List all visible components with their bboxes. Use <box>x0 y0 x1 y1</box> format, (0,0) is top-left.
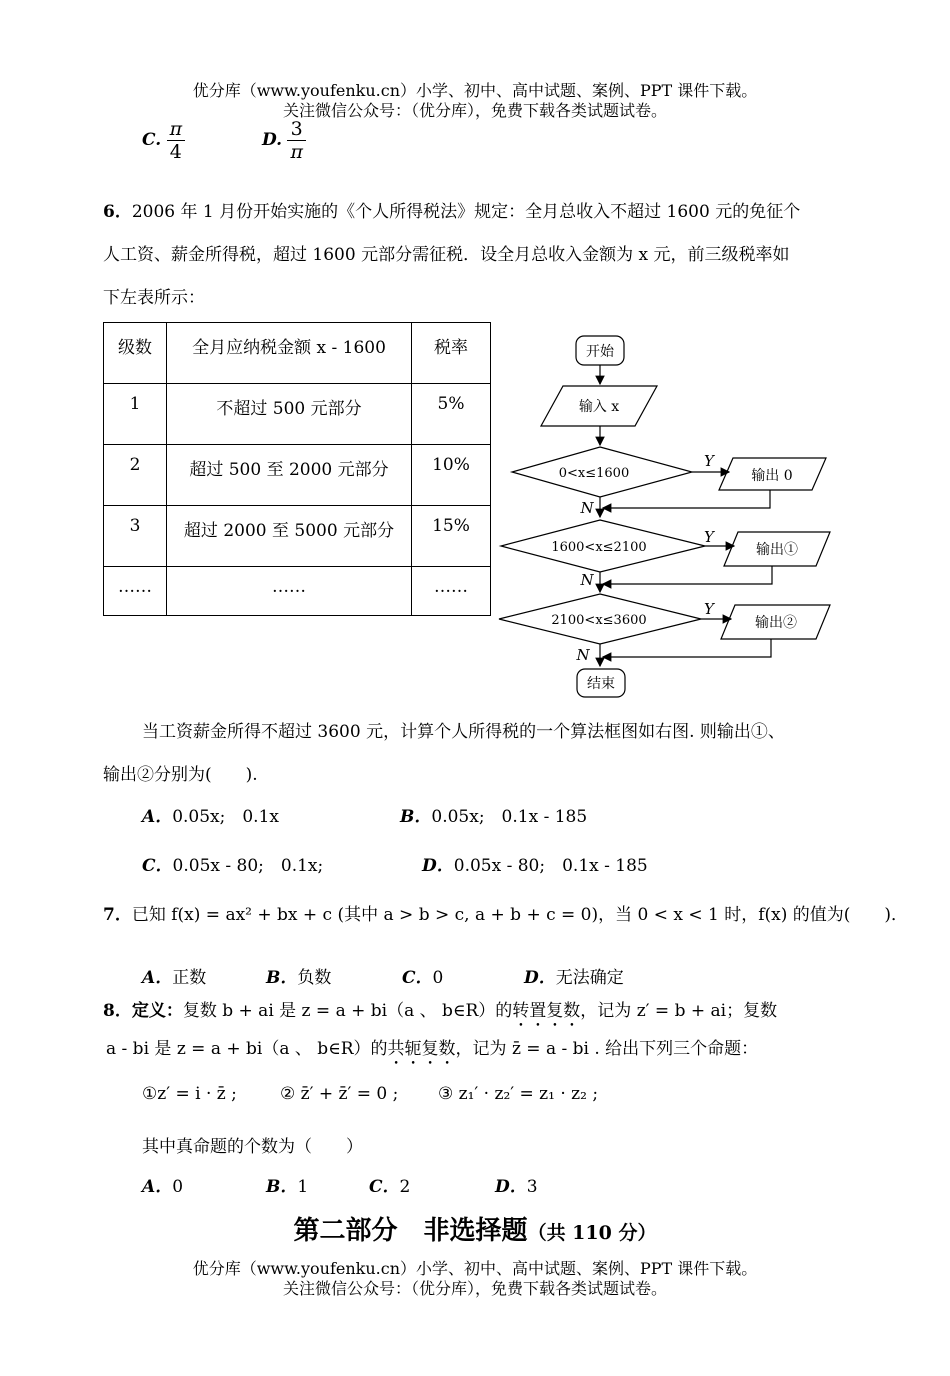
table-cell: 超过 2000 至 5000 元部分 <box>167 506 412 567</box>
q5-option-c-fraction <box>167 118 186 163</box>
flow-out1-label: 输出 0 <box>751 468 793 484</box>
q7-option-b <box>266 963 331 988</box>
table-cell: 1 <box>104 384 167 445</box>
q7-text: 已知 f(x) = ax² + bx + c (其中 a > b > c, a + b + c = 0)，当 0 < x < 1 时，f(x) 的值为( )． <box>131 905 909 925</box>
q6-option-a <box>142 802 279 827</box>
q7-option-b-text: 负数 <box>297 968 332 988</box>
q6-question-line-2: 输出②分别为( ). <box>103 765 258 785</box>
q6-option-c-text: 0.05x - 80; 0.1x; <box>172 856 324 876</box>
table-row <box>104 445 491 506</box>
q7-option-c <box>402 963 443 988</box>
flow-no-3: N <box>576 646 590 664</box>
q5-option-d <box>262 118 306 163</box>
q7-option-d-text: 无法确定 <box>555 968 624 988</box>
header-line-1: 优分库（www.youfenku.cn）小学、初中、高中试题、案例、PPT 课件下载。 <box>192 81 758 100</box>
q8-prop-1: ①z′ = i · z̄ ; <box>142 1084 237 1104</box>
flow-cond3-label: 2100<x≤3600 <box>551 613 647 628</box>
q8-option-a-label: A． <box>142 1177 173 1197</box>
table-row <box>104 506 491 567</box>
table-cell: …… <box>167 567 412 616</box>
q7-option-b-label: B． <box>266 968 298 988</box>
flow-no-2: N <box>580 571 594 589</box>
part-two-title-main: 第二部分 非选择题 <box>293 1216 528 1246</box>
q8-prop-2: ② z̄′ + z̄′ = 0 ; <box>280 1084 399 1104</box>
q8-line-1-a: 复数 b + ai 是 z = a + bi（a 、 b∈R）的 <box>182 1001 513 1021</box>
q6-line-3: 下左表所示： <box>103 288 205 308</box>
q5-option-d-fraction <box>287 118 306 163</box>
q7-option-c-text: 0 <box>432 968 444 988</box>
q7-option-a-text: 正数 <box>172 968 207 988</box>
q6-option-b-text: 0.05x; 0.1x - 185 <box>431 807 588 827</box>
q5-d-numerator: 3 <box>287 118 306 141</box>
q8-option-c-label: C． <box>369 1177 400 1197</box>
q6-option-c-label: C． <box>142 856 173 876</box>
q8-definition-label: 定义： <box>131 1001 183 1021</box>
table-cell: 3 <box>104 506 167 567</box>
q6-line-1 <box>103 197 800 222</box>
q8-transpose-term: 转置复数 <box>512 1001 581 1021</box>
q8-line-2-a: a - bi 是 z = a + bi（a 、 b∈R）的 <box>106 1039 388 1059</box>
q8-line-1 <box>103 996 777 1031</box>
table-cell: 10% <box>412 445 491 506</box>
q8-option-b-text: 1 <box>297 1177 309 1197</box>
q8-question: 其中真命题的个数为（ ） <box>142 1137 363 1157</box>
table-cell: 超过 500 至 2000 元部分 <box>167 445 412 506</box>
q8-option-b-label: B． <box>266 1177 298 1197</box>
q5-c-denominator: 4 <box>169 141 182 163</box>
flow-no-1: N <box>580 499 594 517</box>
q6-option-d <box>422 851 648 876</box>
table-cell: 不超过 500 元部分 <box>167 384 412 445</box>
part-two-title-sub: （共 110 分） <box>527 1222 657 1244</box>
q8-line-2-b: ，记为 z̄ = a - bi . 给出下列三个命题： <box>455 1039 759 1059</box>
q8-line-1-b: ，记为 z′ = b + ai；复数 <box>580 1001 778 1021</box>
q6-option-a-text: 0.05x; 0.1x <box>172 807 279 827</box>
q5-option-d-label: D. <box>262 130 283 150</box>
table-cell: …… <box>412 567 491 616</box>
q6-line-1-text: 2006 年 1 月份开始实施的《个人所得税法》规定：全月总收入不超过 1600 元的免征个 <box>131 202 801 222</box>
flow-yes-3: Y <box>704 600 714 618</box>
q8-prop-3: ③ z₁′ · z₂′ = z₁ · z₂ ; <box>438 1084 599 1104</box>
q8-option-d-label: D． <box>495 1177 527 1197</box>
flow-cond2-label: 1600<x≤2100 <box>551 540 647 555</box>
q5-c-numerator: π <box>167 118 186 141</box>
footer-line-1: 优分库（www.youfenku.cn）小学、初中、高中试题、案例、PPT 课件下载。 <box>192 1259 758 1278</box>
q5-option-c <box>142 118 185 163</box>
q8-option-a-text: 0 <box>172 1177 184 1197</box>
q7-option-a-label: A． <box>142 968 173 988</box>
q6-line-2: 人工资、薪金所得税，超过 1600 元部分需征税．设全月总收入金额为 x 元，前三级税率如 <box>103 245 790 265</box>
part-two-title <box>0 1210 950 1247</box>
flow-out3-label: 输出② <box>755 615 797 631</box>
footer-line-2: 关注微信公众号：（优分库），免费下载各类试题试卷。 <box>282 1279 667 1298</box>
q8-option-d-text: 3 <box>526 1177 538 1197</box>
q7-option-d-label: D． <box>524 968 556 988</box>
q8-option-c-text: 2 <box>399 1177 411 1197</box>
flow-yes-1: Y <box>704 452 714 470</box>
table-cell: 5% <box>412 384 491 445</box>
q7-option-d <box>524 963 624 988</box>
table-cell: …… <box>104 567 167 616</box>
q8-number: 8． <box>103 1001 132 1021</box>
q6-number: 6． <box>103 202 132 222</box>
q6-option-a-label: A． <box>142 807 173 827</box>
q6-option-d-text: 0.05x - 80; 0.1x - 185 <box>453 856 648 876</box>
flow-input-label: 输入 x <box>578 399 620 415</box>
flow-end-label: 结束 <box>587 676 615 692</box>
table-header-cell: 级数 <box>104 323 167 384</box>
table-cell: 2 <box>104 445 167 506</box>
flow-out2-label: 输出① <box>756 542 798 558</box>
table-header-row <box>104 323 491 384</box>
flow-start-label: 开始 <box>586 344 614 360</box>
tax-flowchart <box>495 330 840 702</box>
q8-option-c <box>369 1172 410 1197</box>
q8-conjugate-term: 共轭复数 <box>387 1039 456 1059</box>
q5-d-denominator: π <box>290 141 303 163</box>
table-row <box>104 567 491 616</box>
flow-cond1-label: 0<x≤1600 <box>558 466 630 481</box>
table-row <box>104 384 491 445</box>
table-header-cell: 全月应纳税金额 x - 1600 <box>167 323 412 384</box>
q8-option-d <box>495 1172 538 1197</box>
table-cell: 15% <box>412 506 491 567</box>
q6-option-b-label: B． <box>400 807 432 827</box>
q6-question-line-1: 当工资薪金所得不超过 3600 元，计算个人所得税的一个算法框图如右图. 则输出①、 <box>142 722 785 742</box>
q7-option-a <box>142 963 206 988</box>
q8-option-b <box>266 1172 308 1197</box>
q7-option-c-label: C． <box>402 968 433 988</box>
tax-rate-table <box>103 322 491 616</box>
q7-line <box>103 900 908 925</box>
q6-option-c <box>142 851 323 876</box>
q5-option-c-label: C. <box>142 130 162 150</box>
q8-option-a <box>142 1172 183 1197</box>
flow-yes-2: Y <box>704 528 714 546</box>
q6-option-d-label: D． <box>422 856 454 876</box>
q6-option-b <box>400 802 587 827</box>
q8-line-2 <box>106 1034 758 1069</box>
q7-number: 7． <box>103 905 132 925</box>
table-header-cell: 税率 <box>412 323 491 384</box>
header-line-2: 关注微信公众号：（优分库），免费下载各类试题试卷。 <box>282 101 667 120</box>
